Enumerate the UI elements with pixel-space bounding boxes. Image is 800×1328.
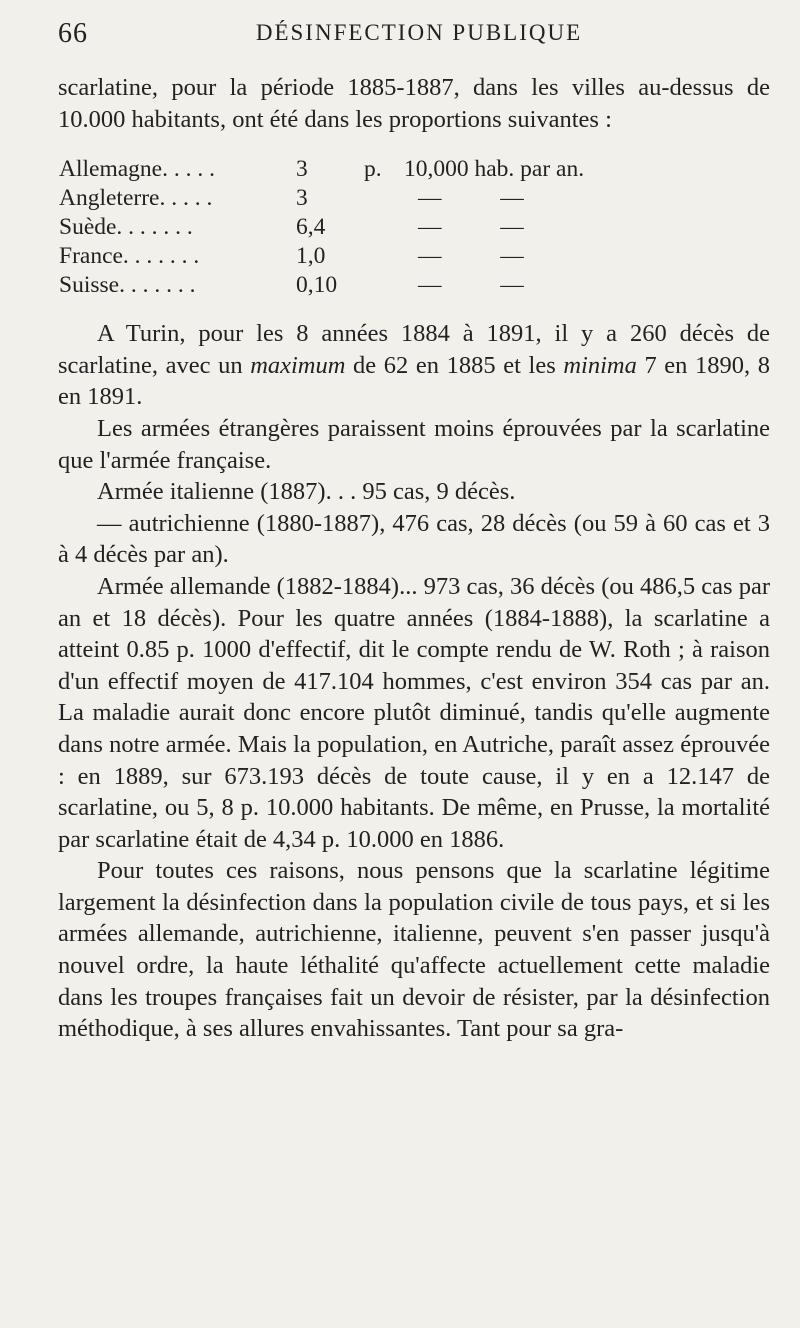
unit-cell [364, 271, 404, 300]
unit-cell [364, 213, 404, 242]
italic-term: maximum [250, 351, 346, 379]
text-span: de 62 en 1885 et les [345, 351, 564, 379]
value-cell: 6,4 [296, 214, 326, 241]
paragraph-intro: scarlatine, pour la période 1885-1887, dans les villes au-dessus de 10.000 habitants, ont été dans les proportions suivantes : [58, 74, 770, 133]
paragraph-turin [58, 318, 770, 413]
running-title: DÉSINFECTION PUBLIQUE [255, 20, 583, 45]
country-cell: Suisse. . . . . . . [59, 272, 196, 299]
table-row [58, 213, 770, 242]
unit-cell: — — [418, 214, 524, 241]
country-cell: France. . . . . . . [59, 243, 200, 270]
value-cell: 0,10 [296, 272, 338, 299]
page-body [58, 72, 770, 1045]
page-header [58, 18, 760, 58]
unit-cell: — — [418, 243, 524, 270]
value-cell: 3 [296, 156, 308, 183]
value-cell: 1,0 [296, 243, 326, 270]
paragraph-german-army: Armée allemande (1882-1884)... 973 cas, 36 décès (ou 486,5 cas par an et 18 décès). Pour les quatre années (1884-1888), la scarlatine a atteint 0.85 p. 1000 d'effectif, dit le compte rendu de W. Roth ; à raison d'un effectif moyen de 417.104 hommes, c'est environ 354 cas par an. La maladie aurait donc encore plutôt diminué, tandis qu'elle augmente dans notre armée. Mais la population, en Autriche, paraît assez éprouvée : en 1889, sur 673.193 décès de toute cause, il y en a 12.147 de scarlatine, ou 5, 8 p. 10.000 habitants. De même, en Prusse, la mortalité par scarlatine était de 4,34 p. 10.000 en 1886. [58, 572, 770, 853]
unit-cell: — — [418, 272, 524, 299]
table-row [58, 242, 770, 271]
table-row [58, 184, 770, 213]
text-span: A Turin, pour les 8 années 1884 à 1891, il y a 260 décès de scarlatine, avec un [58, 320, 770, 379]
table-row [58, 155, 770, 184]
unit-cell [364, 184, 404, 213]
country-cell: Suède. . . . . . . [59, 214, 193, 241]
text-span: 7 en 1890, 8 en 1891. [58, 351, 771, 411]
value-cell: 3 [296, 185, 308, 212]
proportions-table [58, 155, 770, 300]
country-cell: Allemagne. . . . . [59, 156, 215, 183]
unit-cell: — — [418, 185, 524, 212]
unit-cell: 10,000 hab. par an. [404, 156, 585, 183]
italic-term: minima [563, 351, 637, 379]
page-number: 66 [58, 18, 88, 49]
paragraph-conclusion: Pour toutes ces raisons, nous pensons que la scarlatine légitime largement la désinfection dans la population civile de tous pays, et si les armées allemande, autrichienne, italienne, peuvent s'en passer jusqu'à nouvel ordre, la haute léthalité qu'affecte actuellement cette maladie dans les troupes françaises fait un devoir de résister, par la désinfection méthodique, à ses allures envahissantes. Tant pour sa gra- [58, 857, 770, 1043]
paragraph-italian-army: Armée italienne (1887). . . 95 cas, 9 décès. [97, 478, 516, 506]
table-row [58, 271, 770, 300]
unit-cell [364, 242, 404, 271]
paragraph-austrian-army: — autrichienne (1880-1887), 476 cas, 28 décès (ou 59 à 60 cas et 3 à 4 décès par an). [58, 509, 770, 569]
unit-cell: p. [364, 156, 382, 183]
country-cell: Angleterre. . . . . [59, 185, 213, 212]
paragraph-foreign-armies: Les armées étrangères paraissent moins éprouvées par la scarlatine que l'armée française. [58, 414, 770, 474]
